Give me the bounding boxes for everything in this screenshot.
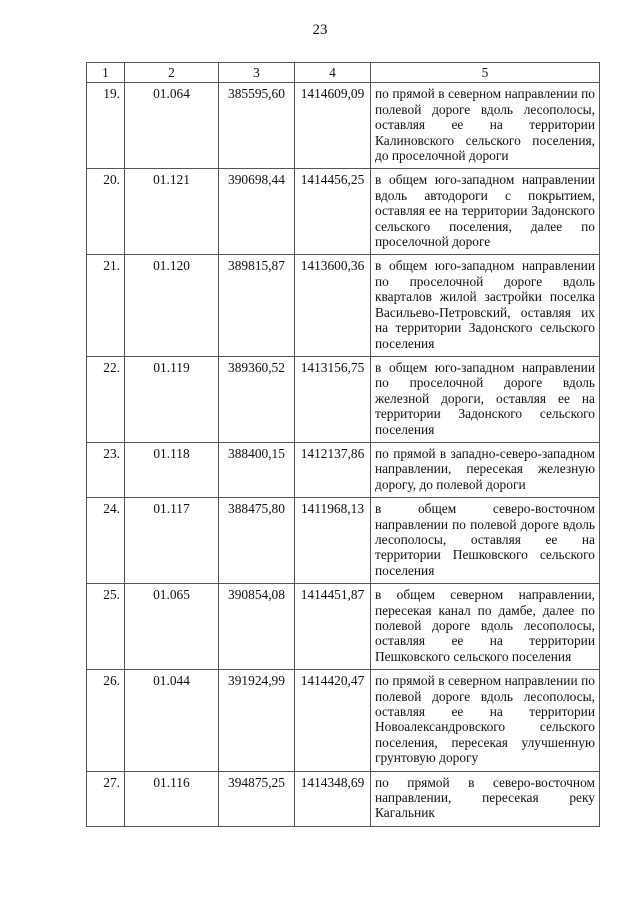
coordinate-x: 388400,15: [219, 442, 295, 497]
row-number: 24.: [87, 498, 125, 584]
column-header: 4: [295, 63, 371, 83]
point-code: 01.118: [125, 442, 219, 497]
coordinate-y: 1413600,36: [295, 255, 371, 356]
table-row: [87, 356, 600, 442]
coordinate-y: 1411968,13: [295, 498, 371, 584]
coordinate-x: 389815,87: [219, 255, 295, 356]
row-number: 21.: [87, 255, 125, 356]
table-row: [87, 771, 600, 826]
table-row: [87, 83, 600, 169]
boundary-description: в общем северном направлении, пересекая канал по дамбе, далее по полевой дороге вдоль лесополосы, оставляя ее на территории Пешковского сельского поселения: [371, 584, 600, 670]
row-number: 27.: [87, 771, 125, 826]
coordinate-x: 389360,52: [219, 356, 295, 442]
row-number: 23.: [87, 442, 125, 497]
coordinate-x: 388475,80: [219, 498, 295, 584]
table-row: [87, 169, 600, 255]
coordinate-y: 1414348,69: [295, 771, 371, 826]
point-code: 01.120: [125, 255, 219, 356]
table-row: [87, 442, 600, 497]
coordinate-x: 385595,60: [219, 83, 295, 169]
point-code: 01.117: [125, 498, 219, 584]
coordinate-y: 1412137,86: [295, 442, 371, 497]
boundary-description: по прямой в северо-восточном направлении, пересекая реку Кагальник: [371, 771, 600, 826]
boundary-description-table: [86, 62, 600, 827]
row-number: 26.: [87, 670, 125, 771]
table-row: [87, 670, 600, 771]
table-row: [87, 584, 600, 670]
coordinate-x: 394875,25: [219, 771, 295, 826]
coordinate-y: 1414609,09: [295, 83, 371, 169]
coordinate-x: 391924,99: [219, 670, 295, 771]
point-code: 01.064: [125, 83, 219, 169]
column-header: 1: [87, 63, 125, 83]
page-number: 23: [312, 22, 328, 38]
boundary-description: в общем юго-западном направлении по проселочной дороге вдоль железной дороги, оставляя ее на территории Задонского сельского поселения: [371, 356, 600, 442]
boundary-description: по прямой в северном направлении по полевой дороге вдоль лесополосы, оставляя ее на территории Калиновского сельского поселения, до проселочной дороги: [371, 83, 600, 169]
row-number: 19.: [87, 83, 125, 169]
point-code: 01.044: [125, 670, 219, 771]
row-number: 22.: [87, 356, 125, 442]
point-code: 01.121: [125, 169, 219, 255]
column-header: 5: [371, 63, 600, 83]
boundary-description: в общем северо-восточном направлении по полевой дороге вдоль лесополосы, оставляя ее на территории Пешковского сельского поселения: [371, 498, 600, 584]
table-row: [87, 255, 600, 356]
row-number: 25.: [87, 584, 125, 670]
coordinate-y: 1414451,87: [295, 584, 371, 670]
coordinate-x: 390854,08: [219, 584, 295, 670]
coordinate-x: 390698,44: [219, 169, 295, 255]
point-code: 01.065: [125, 584, 219, 670]
table-header-row: [87, 63, 600, 83]
coordinate-y: 1414420,47: [295, 670, 371, 771]
column-header: 3: [219, 63, 295, 83]
coordinate-y: 1413156,75: [295, 356, 371, 442]
column-header: 2: [125, 63, 219, 83]
table-row: [87, 498, 600, 584]
boundary-description: в общем юго-западном направлении вдоль автодороги с покрытием, оставляя ее на территории Задонского сельского поселения, далее по проселочной дороге: [371, 169, 600, 255]
point-code: 01.119: [125, 356, 219, 442]
row-number: 20.: [87, 169, 125, 255]
boundary-description: в общем юго-западном направлении по проселочной дороге вдоль кварталов жилой застройки поселка Васильево-Петровский, оставляя их на территории Задонского сельского поселения: [371, 255, 600, 356]
boundary-description: по прямой в западно-северо-западном направлении, пересекая железную дорогу, до полевой дороги: [371, 442, 600, 497]
boundary-description: по прямой в северном направлении по полевой дороге вдоль лесополосы, оставляя ее на территории Новоалександровского сельского поселения, пересекая улучшенную грунтовую дорогу: [371, 670, 600, 771]
coordinate-y: 1414456,25: [295, 169, 371, 255]
point-code: 01.116: [125, 771, 219, 826]
